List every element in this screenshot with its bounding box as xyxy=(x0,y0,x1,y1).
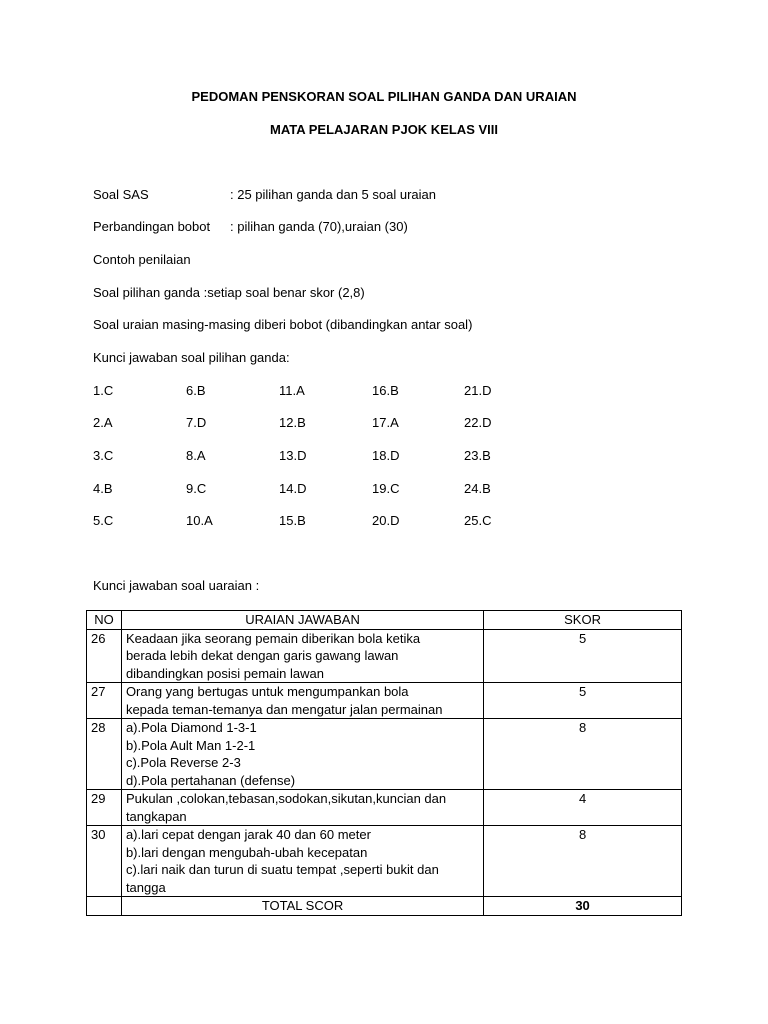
mc-key-cell: 14.D xyxy=(279,481,307,496)
total-value: 30 xyxy=(484,897,682,916)
mc-key-heading: Kunci jawaban soal pilihan ganda: xyxy=(93,350,290,365)
mc-key-cell: 25.C xyxy=(464,513,492,528)
table-header-row xyxy=(87,611,682,630)
table-total-row xyxy=(87,897,682,916)
mc-key-cell: 6.B xyxy=(186,383,206,398)
document-title: PEDOMAN PENSKORAN SOAL PILIHAN GANDA DAN URAIAN xyxy=(191,89,577,104)
row-no: 27 xyxy=(87,683,122,719)
contoh-penilaian: Contoh penilaian xyxy=(93,252,191,267)
row-answer xyxy=(121,629,483,683)
uraian-rule: Soal uraian masing-masing diberi bobot (dibandingkan antar soal) xyxy=(93,317,473,332)
answer-line: tangga xyxy=(125,879,166,895)
mc-key-cell: 13.D xyxy=(279,448,307,463)
sas-value: : 25 pilihan ganda dan 5 soal uraian xyxy=(230,187,436,202)
table-row xyxy=(87,629,682,683)
info-sas xyxy=(93,187,436,202)
bobot-label: Perbandingan bobot xyxy=(93,219,211,234)
mc-key-cell: 5.C xyxy=(93,513,114,528)
mc-key-cell: 20.D xyxy=(372,513,400,528)
row-answer xyxy=(121,826,483,897)
row-no: 26 xyxy=(87,629,122,683)
answer-line: a).lari cepat dengan jarak 40 dan 60 meter xyxy=(125,827,371,842)
essay-answer-table xyxy=(86,610,682,916)
document-subtitle: MATA PELAJARAN PJOK KELAS VIII xyxy=(269,122,498,137)
row-no: 30 xyxy=(87,826,122,897)
answer-line: Orang yang bertugas untuk mengumpankan bola xyxy=(125,684,409,699)
mc-key-cell: 16.B xyxy=(372,383,399,398)
row-skor: 5 xyxy=(484,683,682,719)
row-skor: 8 xyxy=(484,719,682,790)
table-row xyxy=(87,683,682,719)
answer-line: Pukulan ,colokan,tebasan,sodokan,sikutan,kuncian dan xyxy=(125,791,447,806)
mc-key-cell: 1.C xyxy=(93,383,114,398)
total-label: TOTAL SCOR xyxy=(121,897,483,916)
mc-key-cell: 8.A xyxy=(186,448,206,463)
mc-key-cell: 4.B xyxy=(93,481,113,496)
header-uraian: URAIAN JAWABAN xyxy=(121,611,483,630)
mc-key-cell: 10.A xyxy=(186,513,213,528)
answer-line: tangkapan xyxy=(125,808,187,824)
mc-key-cell: 22.D xyxy=(464,415,492,430)
mc-key-cell: 18.D xyxy=(372,448,400,463)
table-row xyxy=(87,790,682,826)
row-answer xyxy=(121,683,483,719)
sas-label: Soal SAS xyxy=(93,187,149,202)
row-no: 29 xyxy=(87,790,122,826)
mc-key-cell: 11.A xyxy=(279,383,305,398)
answer-line: berada lebih dekat dengan garis gawang lawan xyxy=(125,648,399,663)
row-skor: 8 xyxy=(484,826,682,897)
mc-key-cell: 7.D xyxy=(186,415,207,430)
answer-line: b).lari dengan mengubah-ubah kecepatan xyxy=(125,844,368,860)
row-skor: 5 xyxy=(484,629,682,683)
essay-heading: Kunci jawaban soal uaraian : xyxy=(93,578,260,593)
mc-key-cell: 12.B xyxy=(279,415,306,430)
row-no: 28 xyxy=(87,719,122,790)
mc-key-cell: 23.B xyxy=(464,448,491,463)
bobot-value: : pilihan ganda (70),uraian (30) xyxy=(230,219,408,234)
mc-key-cell: 17.A xyxy=(372,415,399,430)
row-skor: 4 xyxy=(484,790,682,826)
table-row xyxy=(87,719,682,790)
mc-key-cell: 15.B xyxy=(279,513,306,528)
mc-key-cell: 21.D xyxy=(464,383,492,398)
answer-line: Keadaan jika seorang pemain diberikan bola ketika xyxy=(125,630,421,646)
answer-line: d).Pola pertahanan (defense) xyxy=(125,772,296,788)
row-answer xyxy=(121,790,483,826)
answer-line: a).Pola Diamond 1-3-1 xyxy=(125,720,257,735)
header-no: NO xyxy=(87,611,122,630)
mc-key-cell: 3.C xyxy=(93,448,114,463)
pg-rule: Soal pilihan ganda :setiap soal benar skor (2,8) xyxy=(93,285,365,300)
mc-key-cell: 9.C xyxy=(186,481,207,496)
mc-key-cell: 2.A xyxy=(93,415,113,430)
answer-line: kepada teman-temanya dan mengatur jalan permainan xyxy=(125,701,443,717)
answer-line: dibandingkan posisi pemain lawan xyxy=(125,665,324,681)
answer-line: b).Pola Ault Man 1-2-1 xyxy=(125,737,256,753)
header-skor: SKOR xyxy=(484,611,682,630)
table-row xyxy=(87,826,682,897)
mc-key-cell: 19.C xyxy=(372,481,400,496)
info-bobot xyxy=(93,219,408,234)
row-answer xyxy=(121,719,483,790)
total-no-empty xyxy=(87,897,122,916)
answer-line: c).Pola Reverse 2-3 xyxy=(125,755,241,770)
answer-line: c).lari naik dan turun di suatu tempat ,seperti bukit dan xyxy=(125,862,439,877)
mc-key-cell: 24.B xyxy=(464,481,491,496)
